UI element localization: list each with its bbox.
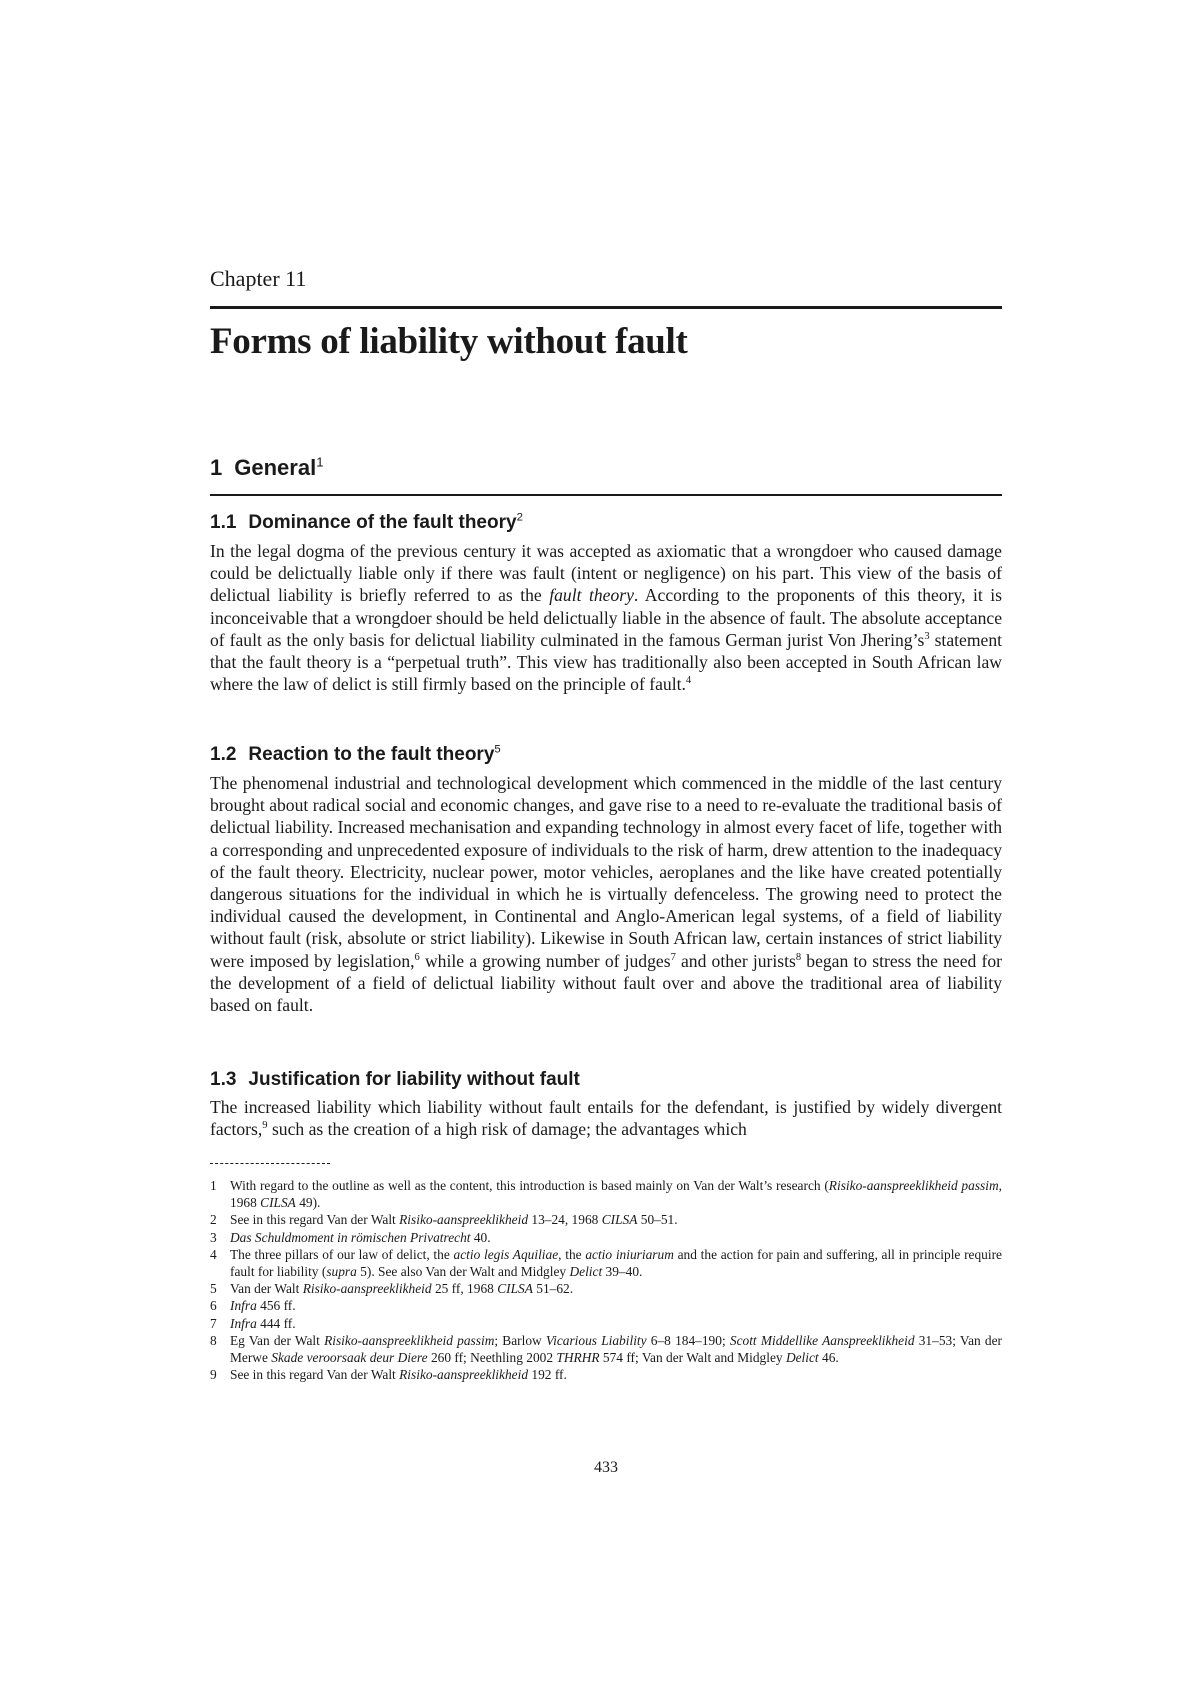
subsection-heading-1-3: [210, 1069, 1002, 1091]
section-heading-general: [210, 455, 1002, 481]
section-title: General: [234, 455, 317, 480]
text-run: ; Barlow: [494, 1332, 546, 1348]
footnote-9: [210, 1366, 1002, 1383]
text-run: See in this regard Van der Walt: [230, 1212, 400, 1228]
text-run: and the action for pain and suffering, all in principle require fault for liability (: [230, 1246, 1003, 1280]
italic-term: actio legis Aquiliae: [453, 1246, 559, 1262]
italic-term: THRHR: [556, 1350, 600, 1366]
footnote-number: 4: [210, 1246, 217, 1262]
text-run: 46.: [818, 1350, 839, 1366]
italic-term: Delict: [569, 1264, 603, 1280]
italic-term: Infra: [230, 1315, 257, 1331]
subsection-title: Reaction to the fault theory: [248, 744, 495, 765]
chapter-label: Chapter 11: [210, 266, 307, 291]
subsection-heading-1-2: [210, 744, 1002, 766]
text-run: 31–53; Van der Merwe: [230, 1332, 1003, 1366]
text-run: With regard to the outline as well as the content, this introduction is based mainly on Van der Walt’s research (: [230, 1178, 829, 1193]
subsection-title: Justification for liability without fault: [248, 1069, 580, 1090]
text-run: 49).: [295, 1195, 321, 1211]
footnote-ref: 4: [685, 675, 692, 687]
text-run: while a growing number of judges: [419, 950, 671, 971]
footnote-text: [230, 1177, 1002, 1211]
text-run: Eg Van der Walt: [230, 1332, 325, 1348]
subsection-number: 1.2: [210, 744, 237, 765]
footnote-text: [230, 1297, 1002, 1314]
text-run: and other jurists: [675, 950, 796, 971]
text-run: , 1968: [230, 1178, 1003, 1211]
text-run: 5). See also Van der Walt and Midgley: [356, 1264, 570, 1280]
text-run: began to stress the need for the development of a field of delictual liability without fault over and above the traditional area of liability based on fault.: [210, 950, 1002, 1016]
italic-term: fault theory: [549, 585, 634, 606]
italic-term: Infra: [230, 1298, 257, 1314]
text-run: The three pillars of our law of delict, the: [230, 1246, 454, 1262]
footnote-text: [230, 1246, 1002, 1280]
section-number: 1: [210, 455, 223, 480]
text-run: 40.: [470, 1229, 491, 1245]
footnote-ref: 1: [316, 454, 324, 470]
footnote-text: [230, 1229, 1002, 1246]
italic-term: Risiko-aanspreeklikheid passim: [828, 1178, 999, 1193]
footnote-ref: 3: [924, 630, 930, 642]
text-run: 456 ff.: [256, 1298, 296, 1314]
footnote-number: 9: [210, 1367, 217, 1383]
italic-term: Risiko-aanspreeklikheid: [302, 1281, 432, 1297]
footnotes: [210, 1177, 1002, 1383]
footnote-number: 5: [210, 1281, 217, 1297]
paragraph-1-2: [210, 772, 1002, 1016]
text-run: statement that the fault theory is a “perpetual truth”. This view has traditionally also been accepted in South African law where the law of delict is still firmly based on the principle of fault.: [210, 629, 1002, 695]
section-rule: [210, 494, 1002, 496]
chapter-rule: [210, 306, 1002, 309]
italic-term: Risiko-aanspreeklikheid: [399, 1367, 529, 1383]
italic-term: CILSA: [260, 1195, 296, 1211]
footnote-ref: 9: [262, 1120, 268, 1132]
italic-term: actio iniuriarum: [585, 1246, 674, 1262]
text-run: 50–51.: [637, 1212, 678, 1228]
text-run: See in this regard Van der Walt: [230, 1367, 400, 1383]
italic-term: Scott Middellike Aanspreeklikheid: [729, 1332, 915, 1348]
footnote-4: [210, 1246, 1002, 1280]
italic-term: Skade veroorsaak deur Diere: [271, 1350, 428, 1366]
paragraph-1-1: [210, 540, 1002, 695]
footnote-3: [210, 1229, 1002, 1246]
text-run: The phenomenal industrial and technological development which commenced in the middle of the last century brought about radical social and economic changes, and gave rise to a need to re-evaluate the traditional basis of delictual liability. Increased mechanisation and expanding technology in almost every facet of life, together with a corresponding and unprecedented exposure of individuals to the risk of harm, drew attention to the inadequacy of the fault theory. Electricity, nuclear power, motor vehicles, aeroplanes and the like have created potentially dangerous situations for the individual in which he is virtually defenceless. The growing need to protect the individual caused the development, in Continental and Anglo-American legal systems, of a field of liability without fault (risk, absolute or strict liability). Likewise in South African law, certain instances of strict liability were imposed by legislation,: [210, 773, 1002, 971]
page-number: 433: [594, 1459, 618, 1476]
text-run: 444 ff.: [256, 1315, 296, 1331]
footnote-text: [230, 1211, 1002, 1228]
subsection-heading-1-1: [210, 512, 1002, 534]
footnote-ref: 6: [414, 951, 420, 963]
paragraph-1-3: [210, 1096, 1002, 1140]
text-run: Van der Walt: [230, 1281, 303, 1297]
footnote-number: 3: [210, 1229, 217, 1245]
footnote-separator: [210, 1163, 330, 1164]
subsection-number: 1.3: [210, 1069, 237, 1090]
footnote-text: [230, 1332, 1002, 1366]
text-run: , the: [558, 1246, 586, 1262]
footnote-7: [210, 1315, 1002, 1332]
italic-term: CILSA: [497, 1281, 533, 1297]
footnote-2: [210, 1211, 1002, 1228]
italic-term: CILSA: [601, 1212, 638, 1228]
footnote-number: 8: [210, 1332, 217, 1348]
italic-term: Risiko-aanspreeklikheid: [399, 1212, 529, 1228]
footnote-ref: 8: [795, 951, 802, 963]
text-run: . According to the proponents of this theory, it is inconceivable that a wrongdoer should be held delictually liable in the absence of fault. The absolute acceptance of fault as the only basis for delictual liability culminated in the famous German jurist Von Jhering’s: [210, 585, 1002, 650]
footnote-number: 1: [210, 1178, 217, 1193]
footnote-text: [230, 1315, 1002, 1332]
text-run: In the legal dogma of the previous century it was accepted as axiomatic that a wrongdoer who caused damage could be delictually liable only if there was fault (intent or negligence) on his part. This view of the basis of delictual liability is briefly referred to as the: [210, 541, 1002, 606]
footnote-text: [230, 1280, 1002, 1297]
text-run: 13–24, 1968: [528, 1212, 602, 1228]
footnote-ref: 5: [494, 743, 501, 756]
italic-term: supra: [326, 1264, 357, 1280]
italic-term: Vicarious Liability: [545, 1332, 647, 1348]
subsection-title: Dominance of the fault theory: [248, 512, 517, 533]
text-run: 574 ff; Van der Walt and Midgley: [599, 1350, 786, 1366]
text-run: 6–8 184–190;: [646, 1332, 730, 1348]
chapter-title: Forms of liability without fault: [210, 321, 688, 362]
italic-term: Risiko-aanspreeklikheid passim: [324, 1332, 495, 1348]
text-run: 39–40.: [602, 1264, 643, 1280]
subsection-number: 1.1: [210, 512, 237, 533]
italic-term: Das Schuldmoment in römischen Privatrecht: [230, 1229, 471, 1245]
text-run: 260 ff; Neethling 2002: [427, 1350, 557, 1366]
footnote-text: [230, 1366, 1002, 1383]
footnote-number: 6: [210, 1298, 217, 1314]
text-run: 51–62.: [532, 1281, 574, 1297]
footnote-ref: 2: [516, 511, 523, 524]
text-run: 25 ff, 1968: [431, 1281, 498, 1297]
footnote-6: [210, 1297, 1002, 1314]
footnote-1: [210, 1177, 1002, 1211]
text-run: such as the creation of a high risk of damage; the advantages which: [267, 1119, 747, 1140]
italic-term: Delict: [785, 1350, 819, 1366]
footnote-number: 2: [210, 1212, 217, 1228]
footnote-5: [210, 1280, 1002, 1297]
footnote-number: 7: [210, 1315, 217, 1331]
footnote-8: [210, 1332, 1002, 1366]
text-run: The increased liability which liability without fault entails for the defendant, is justified by widely divergent factors,: [210, 1097, 1002, 1140]
text-run: 192 ff.: [528, 1367, 567, 1383]
footnote-ref: 7: [670, 951, 676, 963]
